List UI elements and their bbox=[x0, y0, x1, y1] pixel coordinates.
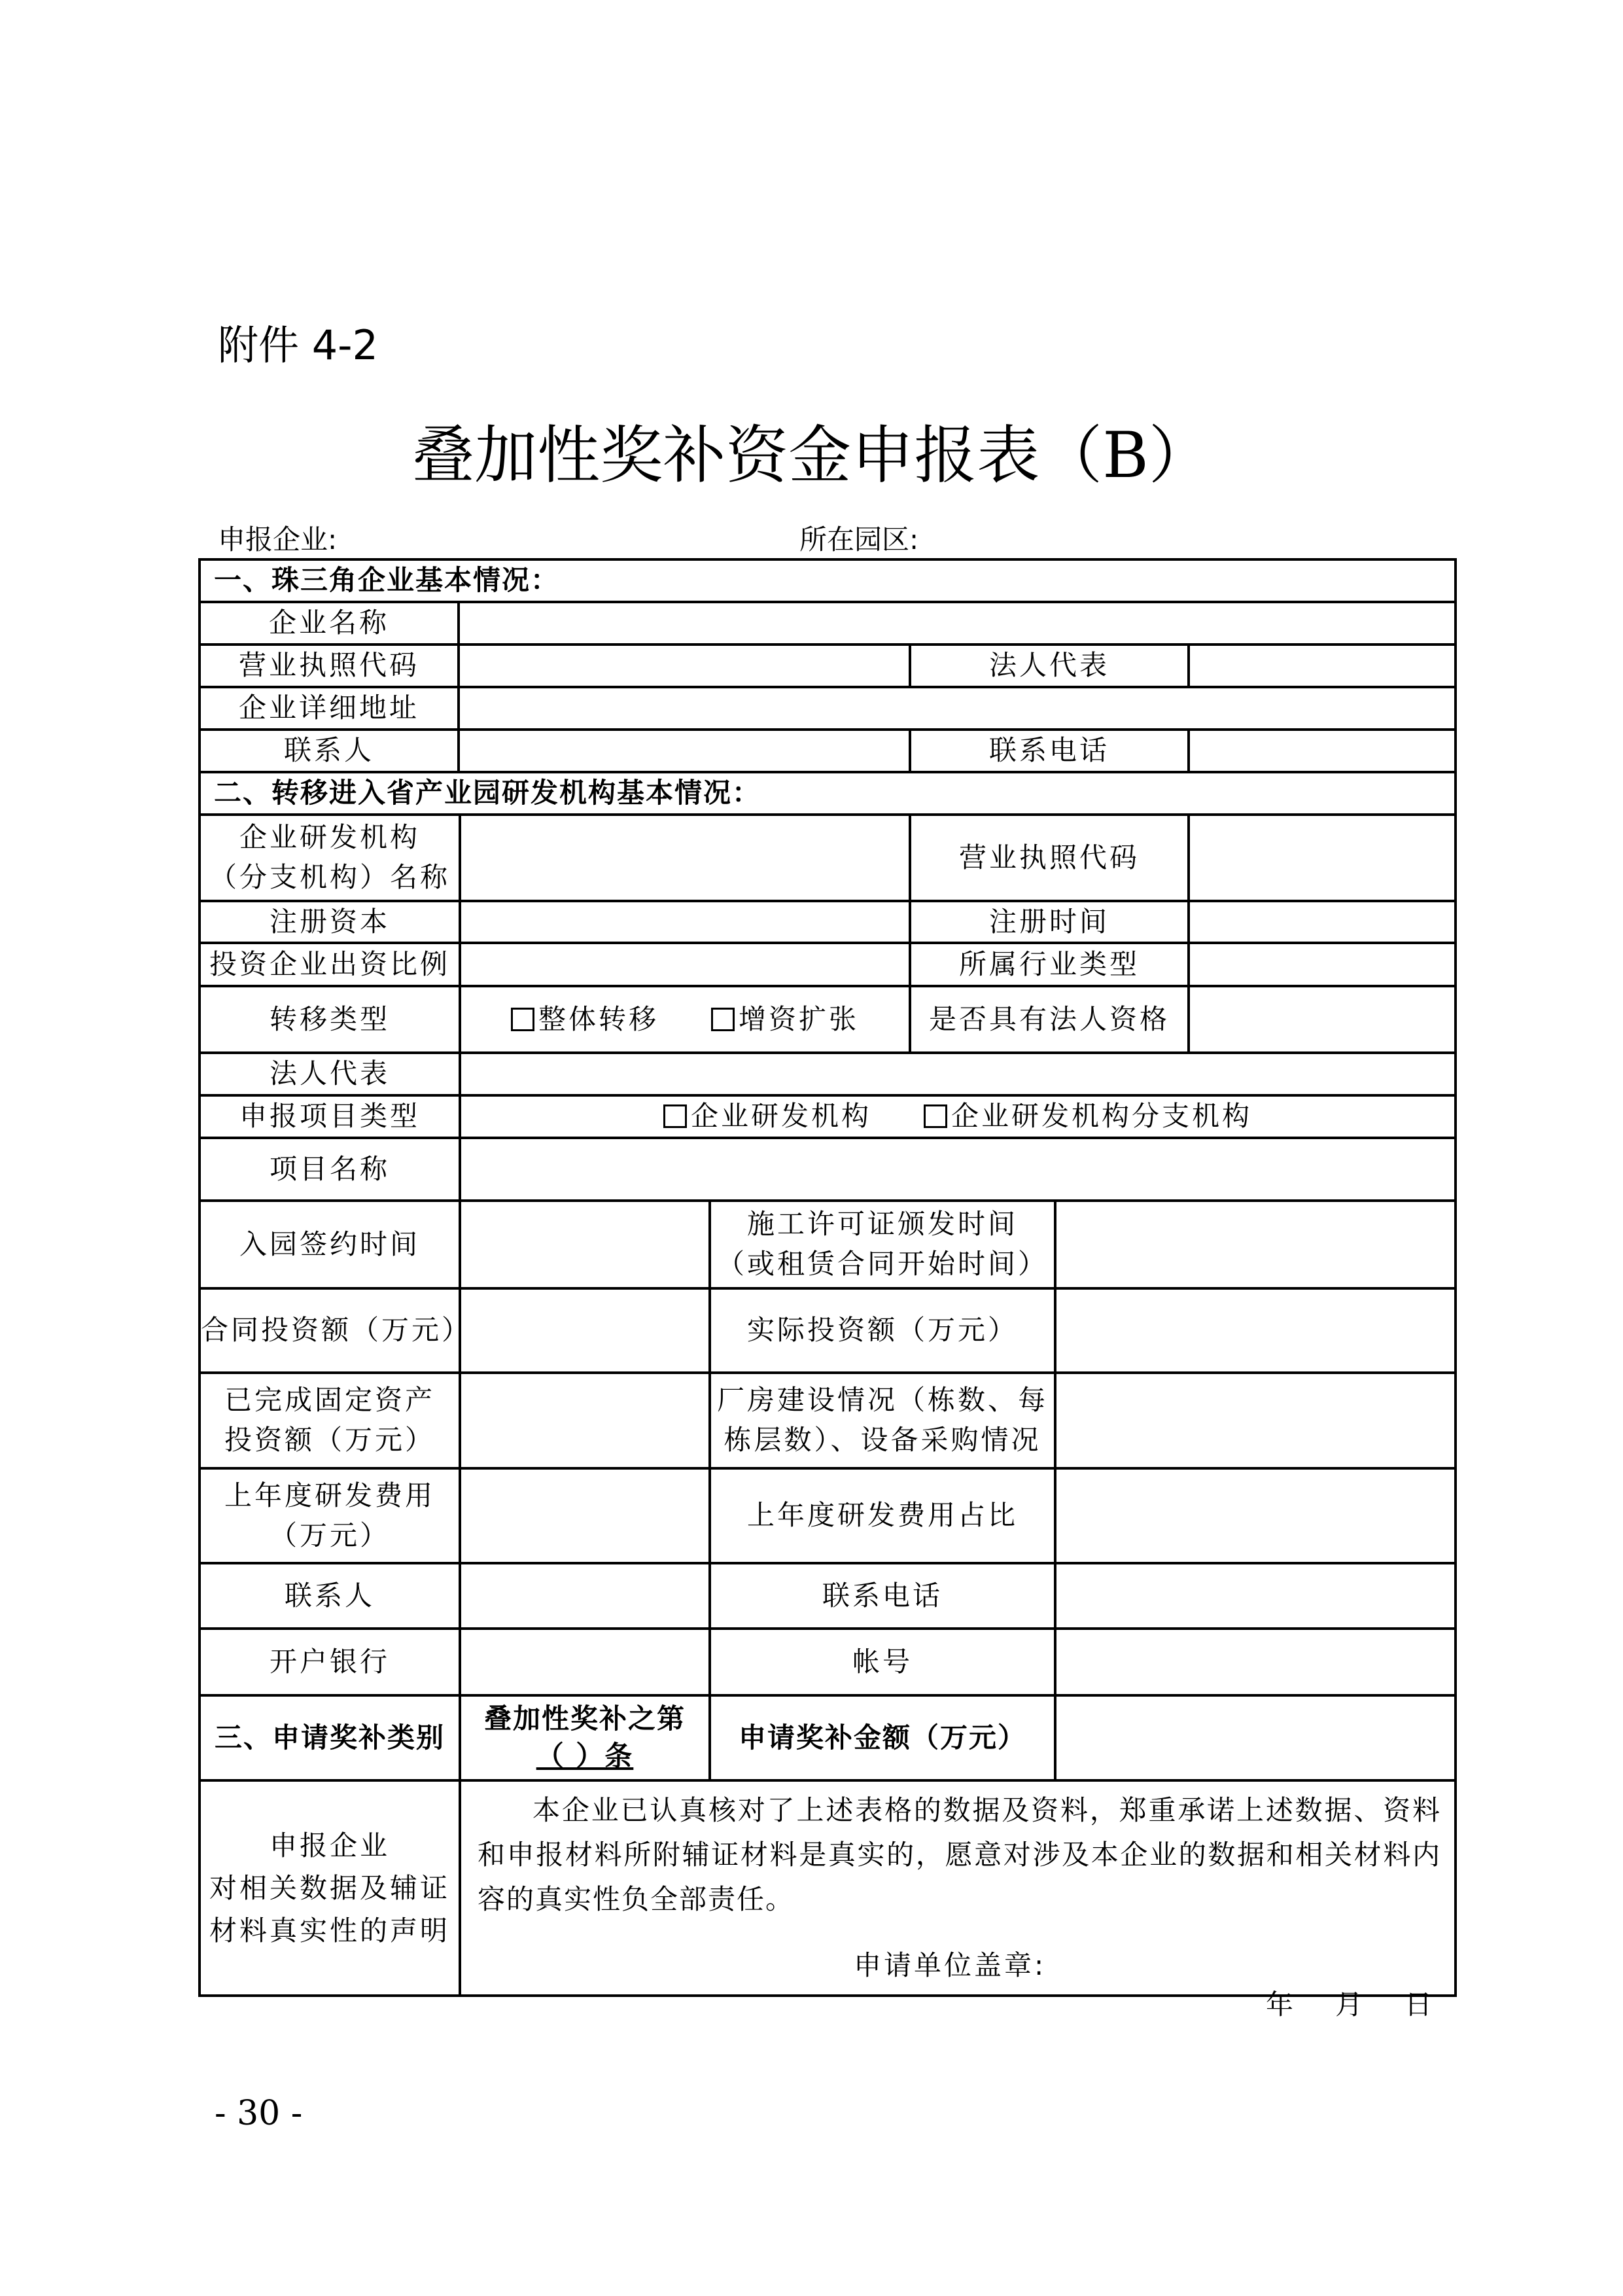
seal-label: 申请单位盖章: bbox=[854, 1949, 1047, 1981]
s2-project-type-label: 申报项目类型 bbox=[198, 1094, 461, 1139]
s2-reg-capital-label: 注册资本 bbox=[198, 900, 461, 944]
s2-rd-ratio-field[interactable] bbox=[1054, 1467, 1457, 1564]
s2-phone-label: 联系电话 bbox=[708, 1562, 1056, 1630]
transfer-option-whole[interactable] bbox=[511, 1000, 659, 1040]
s2-bank-field[interactable] bbox=[459, 1627, 711, 1697]
s2-rd-cost-label: 上年度研发费用 （万元） bbox=[198, 1467, 461, 1564]
s2-transfer-type-options bbox=[459, 985, 911, 1054]
s1-address-label: 企业详细地址 bbox=[198, 686, 460, 731]
s1-phone-field[interactable] bbox=[1187, 728, 1457, 773]
s2-transfer-type-label: 转移类型 bbox=[198, 985, 461, 1054]
page-title: 叠加性奖补资金申报表（B） bbox=[411, 419, 1212, 492]
s1-legal-rep-field[interactable] bbox=[1187, 643, 1457, 688]
declaration-date bbox=[1227, 1983, 1435, 2022]
section3-title: 三、申请奖补类别 bbox=[198, 1694, 461, 1782]
s3-category-line1: 叠加性奖补之第 bbox=[483, 1703, 686, 1735]
s2-reg-date-label: 注册时间 bbox=[909, 900, 1190, 944]
s2-project-type-options bbox=[459, 1094, 1457, 1139]
s2-sign-date-label: 入园签约时间 bbox=[198, 1199, 461, 1290]
section1-title: 一、珠三角企业基本情况： bbox=[198, 558, 1457, 603]
s2-bank-label: 开户银行 bbox=[198, 1627, 461, 1697]
s1-company-name-field[interactable] bbox=[457, 601, 1457, 646]
s1-company-name-label: 企业名称 bbox=[198, 601, 460, 646]
project-option-rd[interactable] bbox=[663, 1097, 871, 1137]
section2-title: 二、转移进入省产业园研发机构基本情况： bbox=[198, 771, 1457, 816]
month-label: 月 bbox=[1335, 1988, 1365, 2021]
s2-rd-cost-field[interactable] bbox=[459, 1467, 711, 1564]
s1-legal-rep-label: 法人代表 bbox=[909, 643, 1190, 688]
s2-building-label: 厂房建设情况（栋数、每 栋层数）、设备采购情况 bbox=[708, 1371, 1056, 1470]
s1-contact-field[interactable] bbox=[457, 728, 911, 773]
s3-category-cell[interactable] bbox=[459, 1694, 711, 1782]
s1-address-field[interactable] bbox=[457, 686, 1457, 731]
s2-license-code-label: 营业执照代码 bbox=[909, 813, 1190, 902]
s2-contact-field[interactable] bbox=[459, 1562, 711, 1630]
s2-rd-ratio-label: 上年度研发费用占比 bbox=[708, 1467, 1056, 1564]
transfer-option-expand-label: 增资扩张 bbox=[739, 1002, 860, 1035]
s2-account-label: 帐号 bbox=[708, 1627, 1056, 1697]
s2-legal-person-q-field[interactable] bbox=[1187, 985, 1457, 1054]
s2-contact-label: 联系人 bbox=[198, 1562, 461, 1630]
s2-invest-ratio-label: 投资企业出资比例 bbox=[198, 942, 461, 987]
s2-account-field[interactable] bbox=[1054, 1627, 1457, 1697]
s2-fixed-asset-field[interactable] bbox=[459, 1371, 711, 1470]
declaration-cell bbox=[459, 1779, 1457, 2021]
s1-license-code-label: 营业执照代码 bbox=[198, 643, 460, 688]
s1-license-code-field[interactable] bbox=[457, 643, 911, 688]
project-option-branch[interactable] bbox=[924, 1097, 1252, 1137]
s3-amount-field[interactable] bbox=[1054, 1694, 1457, 1782]
checkbox-icon[interactable] bbox=[711, 1008, 735, 1031]
s2-fixed-asset-label: 已完成固定资产 投资额（万元） bbox=[198, 1371, 461, 1470]
s2-project-name-field[interactable] bbox=[459, 1137, 1457, 1202]
attachment-label: 附件 4-2 bbox=[218, 321, 378, 369]
s2-legal-rep-field[interactable] bbox=[459, 1051, 1457, 1097]
s2-industry-label: 所属行业类型 bbox=[909, 942, 1190, 987]
s2-rd-name-field[interactable] bbox=[459, 813, 911, 902]
s2-reg-capital-field[interactable] bbox=[459, 900, 911, 944]
project-option-branch-label: 企业研发机构分支机构 bbox=[951, 1100, 1253, 1133]
s3-amount-label: 申请奖补金额（万元） bbox=[708, 1694, 1056, 1782]
s2-contract-invest-label: 合同投资额（万元） bbox=[198, 1287, 461, 1374]
s2-project-name-label: 项目名称 bbox=[198, 1137, 461, 1202]
declaration-text: 本企业已认真核对了上述表格的数据及资料，郑重承诺上述数据、资料和申报材料所附辅证材料是真实的，愿意对涉及本企业的数据和相关材料内容的真实性负全部责任。 bbox=[478, 1794, 1441, 1915]
checkbox-icon[interactable] bbox=[924, 1104, 947, 1128]
project-option-rd-label: 企业研发机构 bbox=[690, 1100, 871, 1133]
declaration-label: 申报企业 对相关数据及辅证 材料真实性的声明 bbox=[198, 1779, 461, 1997]
checkbox-icon[interactable] bbox=[663, 1104, 687, 1128]
year-label: 年 bbox=[1265, 1988, 1296, 2021]
s2-industry-field[interactable] bbox=[1187, 942, 1457, 987]
page-number: - 30 - bbox=[215, 2094, 303, 2133]
s2-permit-date-field[interactable] bbox=[1054, 1199, 1457, 1290]
s2-sign-date-field[interactable] bbox=[459, 1199, 711, 1290]
s2-legal-person-q-label: 是否具有法人资格 bbox=[909, 985, 1190, 1054]
s2-license-code-field[interactable] bbox=[1187, 813, 1457, 902]
day-label: 日 bbox=[1404, 1988, 1435, 2021]
s2-actual-invest-field[interactable] bbox=[1054, 1287, 1457, 1374]
checkbox-icon[interactable] bbox=[511, 1008, 534, 1031]
s1-contact-label: 联系人 bbox=[198, 728, 460, 773]
transfer-option-whole-label: 整体转移 bbox=[538, 1002, 659, 1035]
s3-category-line2: （ ）条 bbox=[536, 1740, 634, 1772]
park-header-label: 所在园区: bbox=[799, 523, 919, 556]
s2-building-field[interactable] bbox=[1054, 1371, 1457, 1470]
s2-rd-name-label: 企业研发机构 （分支机构）名称 bbox=[198, 813, 461, 902]
s2-reg-date-field[interactable] bbox=[1187, 900, 1457, 944]
company-header-label: 申报企业: bbox=[218, 523, 338, 556]
transfer-option-expand[interactable] bbox=[711, 1000, 859, 1040]
s2-actual-invest-label: 实际投资额（万元） bbox=[708, 1287, 1056, 1374]
s2-invest-ratio-field[interactable] bbox=[459, 942, 911, 987]
s2-legal-rep-label: 法人代表 bbox=[198, 1051, 461, 1097]
s1-phone-label: 联系电话 bbox=[909, 728, 1190, 773]
s2-phone-field[interactable] bbox=[1054, 1562, 1457, 1630]
s2-contract-invest-field[interactable] bbox=[459, 1287, 711, 1374]
s2-permit-date-label: 施工许可证颁发时间 （或租赁合同开始时间） bbox=[708, 1199, 1056, 1290]
